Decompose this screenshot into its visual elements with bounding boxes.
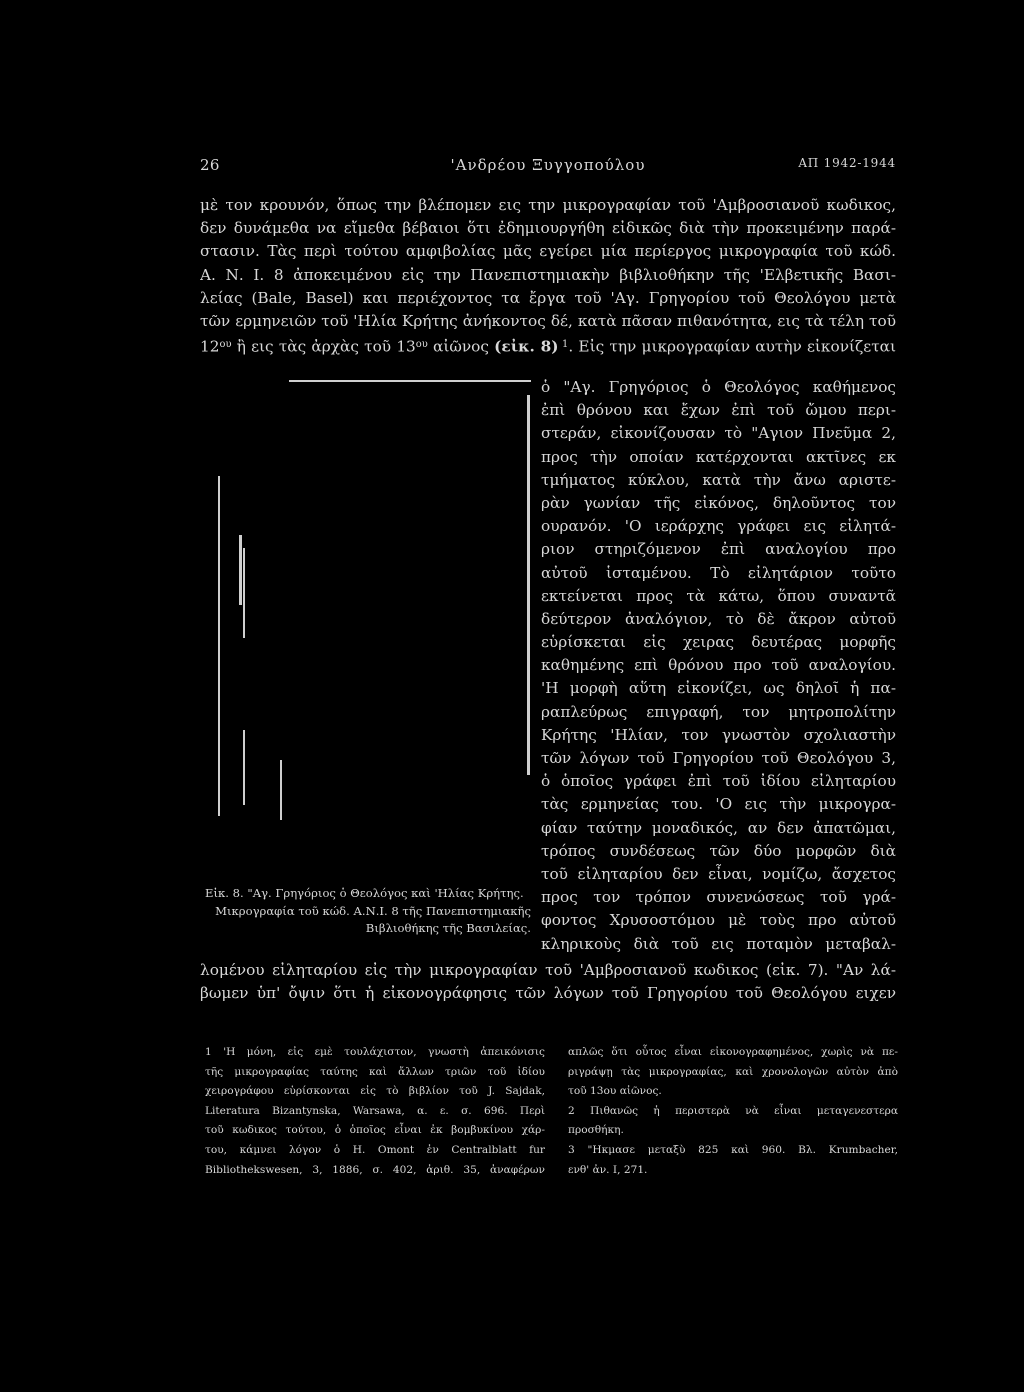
- text-line: προς τὴν οποίαν κατέρχονται ακτῖνες εκ: [541, 447, 896, 466]
- text-line: Α. Ν. Ι. 8 ἀποκειμένου εἰς την Πανεπιστημιακὴν βιβλιοθήκην τῆς 'Ελβετικῆς Βασι-: [200, 265, 896, 284]
- footnote-line: απλῶς ὅτι οὗτος εἶναι εἰκονογραφημένος, χωρὶς νὰ πε-: [568, 1046, 898, 1058]
- journal-period: ΑΠ 1942-1944: [798, 156, 896, 170]
- footnote-line: τοῦ κωδικος τούτου, ὁ ὁποῖος εἶναι ἐκ βομβυκίνου χάρ-: [205, 1124, 545, 1137]
- text-line: τῶν λόγων τοῦ Γρηγορίου τοῦ Θεολόγου 3,: [541, 749, 896, 767]
- text-line: ὁ ὁποῖος γράφει ἐπὶ τοῦ ἰδίου εἰληταρίου: [541, 772, 896, 791]
- text-line: φοντος Χρυσοστόμου μὲ τοὺς προ αὐτοῦ: [541, 911, 896, 930]
- text-line: εὑρίσκεται εἰς χειρας δευτέρας μορφῆς: [541, 633, 896, 652]
- text-line: στεράν, εἰκονίζουσαν τὸ "Αγιον Πνεῦμα 2,: [541, 424, 896, 443]
- text-line: τῶν ερμηνειῶν τοῦ 'Ηλία Κρήτης ἀνήκοντος δέ, κατὰ πᾶσαν πιθανότητα, εις τὰ τέλη τοῦ: [200, 311, 896, 330]
- figure-mark: [243, 730, 245, 805]
- footnote-line: τοῦ 13ου αἰῶνος.: [568, 1085, 662, 1098]
- text-line: ὁ "Αγ. Γρηγόριος ὁ Θεολόγος καθήμενος: [541, 378, 896, 396]
- text-line: εκτείνεται προς τὰ κάτω, ὅπου συναντᾶ: [541, 586, 896, 605]
- text-line: ρὰν γωνίαν τῆς εἰκόνος, δηλοῦντος τον: [541, 493, 896, 512]
- body-paragraph-top: [200, 194, 896, 356]
- text-line: Κρήτης 'Ηλίαν, τον γνωστὸν σχολιαστὴν: [541, 725, 896, 744]
- text-line-with-superscripts: $12^{o\upsilon}$ ἢ εις τὰς ἀρχὰς τοῦ $13^{o\upsilon}$ αἰῶνος (εἰκ. 8) $^1$. Εἰς την μικρογραφίαν αυτὴν εἰκονίζεται: [200, 337, 896, 356]
- body-paragraph-bottom: [200, 959, 896, 1005]
- figure-mark: [239, 535, 242, 605]
- text-line: 'Η μορφὴ αὕτη εἰκονίζει, ως δηλοῖ ἡ πα-: [541, 679, 896, 698]
- text-line: τὰς ερμηνείας του. 'Ο εις τὴν μικρογρα-: [541, 795, 896, 814]
- caption-line: Βιβλιοθήκης τῆς Βασιλείας.: [365, 921, 531, 936]
- text-line: τρόπος συνδέσεως τῶν δύο μορφῶν διὰ: [541, 841, 896, 860]
- figure-left-edge: [218, 476, 220, 816]
- caption-line: Μικρογραφία τοῦ κώδ. Α.Ν.Ι. 8 τῆς Πανεπιστημιακῆς: [215, 903, 531, 918]
- text-line: ραπλεύρως επιγραφή, τον μητροπολίτην: [541, 702, 896, 721]
- footnote-line: προσθήκη.: [568, 1124, 624, 1137]
- text-line: βωμεν ὑπ' ὄψιν ὅτι ἡ εἰκονογράφησις τῶν λόγων τοῦ Γρηγορίου τοῦ Θεολόγου ειχεν: [200, 984, 896, 1003]
- footnote-line: τῆς μικρογραφίας ταύτης καὶ ἄλλων τριῶν τοῦ ἰδίου: [205, 1065, 545, 1078]
- footnote-line: ριγράψῃ τὰς μικρογραφίας, καὶ χρονολογῶν αὐτὸν ἀπὸ: [568, 1065, 898, 1078]
- text-line: μὲ τον κρουνόν, ὅπως την βλέπομεν εις την μικρογραφίαν τοῦ 'Αμβροσιανοῦ κωδικος,: [200, 196, 896, 214]
- footnotes-left-column: [205, 1043, 545, 1180]
- page-number: 26: [200, 156, 220, 174]
- footnotes-right-column: [568, 1043, 898, 1180]
- text-line: λομένου εἰληταρίου εἰς τὴν μικρογραφίαν τοῦ 'Αμβροσιανοῦ κωδικος (εἰκ. 7). "Αν λά-: [200, 961, 896, 979]
- caption-line: Εἰκ. 8. "Αγ. Γρηγόριος ὁ Θεολόγος καὶ 'Ηλίας Κρήτης.: [205, 886, 524, 900]
- text-line: δεύτερον ἀναλόγιον, τὸ δὲ ἄκρον αὐτοῦ: [541, 609, 896, 628]
- footnote-marker: 1: [558, 339, 569, 351]
- footnote-line: Bibliothekswesen, 3, 1886, σ. 402, ἀριθ. 35, ἀναφέρων: [205, 1163, 545, 1176]
- text-line: ἐπὶ θρόνου και ἔχων ἐπὶ τοῦ ὤμου περι-: [541, 401, 896, 420]
- figure-reference: (εἰκ. 8): [494, 337, 559, 356]
- body-column-right: [541, 376, 896, 956]
- text-line: λείας (Bale, Basel) και περιέχοντος τα ἔργα τοῦ 'Αγ. Γρηγορίου τοῦ Θεολόγου μετὰ: [200, 288, 896, 307]
- footnote-line: Literatura Bizantynska, Warsawa, α. ε. σ. 696. Περὶ: [205, 1104, 545, 1117]
- text-line: κληρικοὺς διὰ τοῦ εις ποταμὸν μεταβαλ-: [541, 934, 896, 953]
- figure-top-rule: [289, 380, 531, 382]
- footnote-line: του, κάμνει λόγον ὁ Η. Omont ἐν Centralblatt fur: [205, 1143, 545, 1156]
- text-line: αὐτοῦ ἱσταμένου. Τὸ εἰλητάριον τοῦτο: [541, 563, 896, 582]
- text-line: καθημένης επὶ θρόνου προ τοῦ αναλογίου.: [541, 656, 896, 675]
- text-line: ουρανόν. 'Ο ιεράρχης γράφει εις εἰλητά-: [541, 517, 896, 536]
- figure-mark: [243, 548, 245, 638]
- figure-mark: [280, 760, 282, 820]
- text-line: στασιν. Τὰς περὶ τούτου αμφιβολίας μᾶς εγείρει μία περίεργος μικρογραφία τοῦ κώδ.: [200, 242, 896, 261]
- text-line: τμήματος κύκλου, κατὰ τὴν ἄνω αριστε-: [541, 470, 896, 489]
- figure-caption: [205, 885, 535, 938]
- text-line: τοῦ εἰληταρίου δεν εἶναι, νομίζω, ἄσχετος: [541, 864, 896, 883]
- text-line: δεν δυνάμεθα να εἴμεθα βέβαιοι ὅτι ἐδημιουργήθη εἰδικῶς διὰ τὴν προκειμένην παρά-: [200, 219, 896, 238]
- footnote-line: ενθ' ἀν. I, 271.: [568, 1163, 648, 1176]
- running-header: [200, 156, 896, 178]
- text-line: ριον στηριζόμενον ἐπὶ αναλογίου προ: [541, 540, 896, 559]
- footnote-line: χειρογράφου εὑρίσκονται εἰς τὸ βιβλίον τοῦ J. Sajdak,: [205, 1085, 545, 1098]
- footnote-line: 2 Πιθανῶς ἡ περιστερὰ νὰ εἶναι μεταγενεστερα: [568, 1104, 898, 1117]
- footnote-line: 1 'Η μόνη, εἰς εμὲ τουλάχιστον, γνωστὴ ἀπεικόνισις: [205, 1046, 545, 1058]
- figure-right-edge: [527, 395, 530, 775]
- text-line: φίαν ταύτην μοναδικός, αν δεν ἀπατῶμαι,: [541, 818, 896, 837]
- figure-8-miniature: [205, 380, 530, 860]
- running-title: 'Ανδρέου Ξυγγοπούλου: [450, 156, 646, 174]
- footnote-line: 3 "Ηκμασε μεταξὺ 825 καὶ 960. Βλ. Krumbacher,: [568, 1143, 898, 1156]
- text-line: προς τον τρόπον συνενώσεως τοῦ γρά-: [541, 888, 896, 907]
